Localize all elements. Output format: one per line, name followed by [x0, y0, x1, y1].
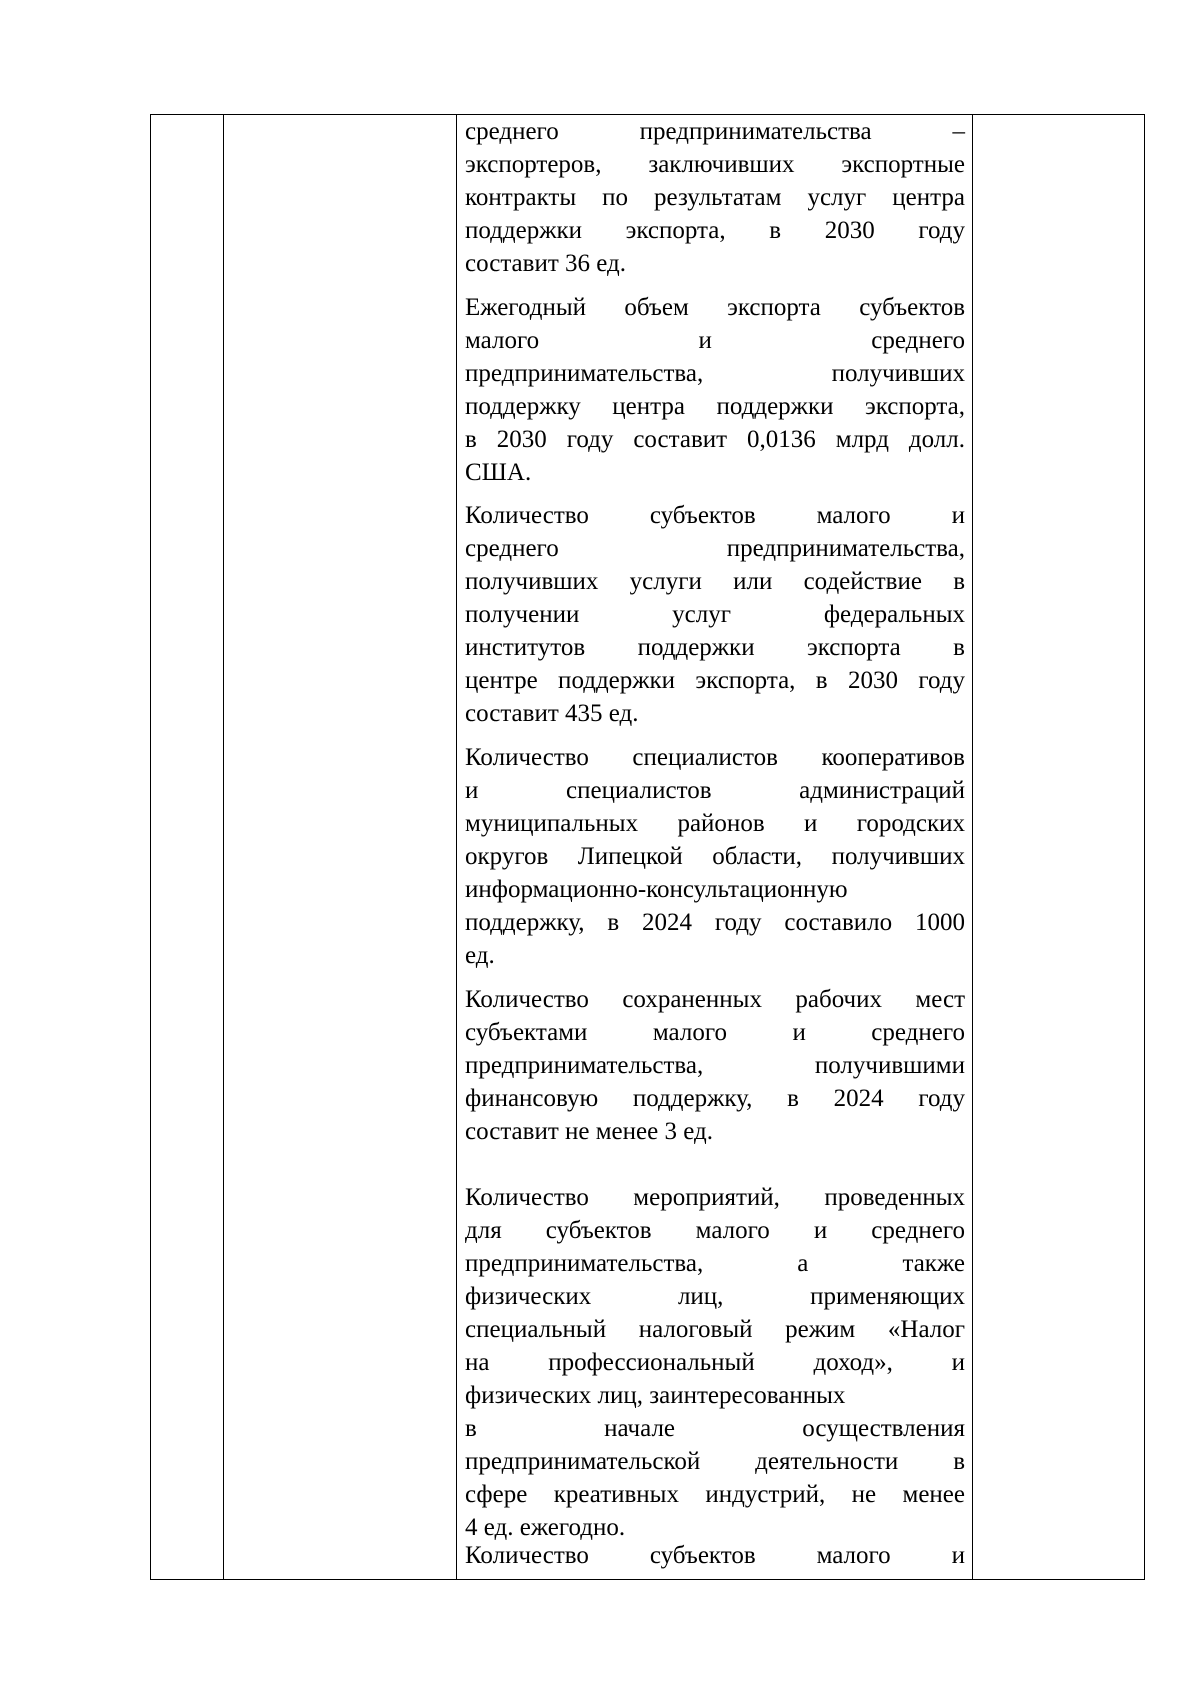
- paragraph-6: [465, 1181, 965, 1544]
- text-line: сфере креативных индустрий, не менее: [465, 1481, 965, 1508]
- text-line: получении услуг федеральных: [465, 601, 965, 628]
- text-line: Количество специалистов кооперативов: [465, 744, 965, 771]
- table-column-divider: [972, 115, 973, 1579]
- paragraph-4: [465, 741, 965, 972]
- text-line: центре поддержки экспорта, в 2030 году: [465, 667, 965, 694]
- text-line: физических лиц, заинтересованных: [465, 1382, 846, 1409]
- text-line: Количество субъектов малого и: [465, 502, 965, 529]
- text-line: ед.: [465, 942, 495, 969]
- text-line: составит 435 ед.: [465, 700, 639, 727]
- text-line: субъектами малого и среднего: [465, 1019, 965, 1046]
- text-line: муниципальных районов и городских: [465, 810, 965, 837]
- text-line: предпринимательской деятельности в: [465, 1448, 965, 1475]
- text-line: округов Липецкой области, получивших: [465, 843, 965, 870]
- text-line: среднего предпринимательства –: [465, 118, 965, 145]
- text-line: предпринимательства, получивших: [465, 360, 965, 387]
- text-line: 4 ед. ежегодно.: [465, 1514, 626, 1541]
- text-line: Количество мероприятий, проведенных: [465, 1184, 965, 1211]
- text-line: для субъектов малого и среднего: [465, 1217, 965, 1244]
- text-line: среднего предпринимательства,: [465, 535, 965, 562]
- text-line: в 2030 году составит 0,0136 млрд долл.: [465, 426, 965, 453]
- text-line: Ежегодный объем экспорта субъектов: [465, 294, 965, 321]
- text-line: на профессиональный доход», и: [465, 1349, 965, 1376]
- paragraph-7: [465, 1539, 965, 1572]
- text-line: составит не менее 3 ед.: [465, 1118, 713, 1145]
- text-line: Количество сохраненных рабочих мест: [465, 986, 965, 1013]
- text-line: составит 36 ед.: [465, 250, 626, 277]
- text-line: поддержку центра поддержки экспорта,: [465, 393, 965, 420]
- text-line: и специалистов администраций: [465, 777, 965, 804]
- text-line: получивших услуги или содействие в: [465, 568, 965, 595]
- paragraph-1: [465, 115, 965, 280]
- text-line: поддержку, в 2024 году составило 1000: [465, 909, 965, 936]
- text-line: в начале осуществления: [465, 1415, 965, 1442]
- text-line: специальный налоговый режим «Налог: [465, 1316, 965, 1343]
- paragraph-5: [465, 983, 965, 1148]
- paragraph-2: [465, 291, 965, 489]
- text-line: малого и среднего: [465, 327, 965, 354]
- table-column-divider: [223, 115, 224, 1579]
- text-line: поддержки экспорта, в 2030 году: [465, 217, 965, 244]
- paragraph-3: [465, 499, 965, 730]
- text-line: финансовую поддержку, в 2024 году: [465, 1085, 965, 1112]
- text-line: информационно-консультационную: [465, 876, 848, 903]
- text-line: институтов поддержки экспорта в: [465, 634, 965, 661]
- text-line: США.: [465, 459, 532, 486]
- text-line: экспортеров, заключивших экспортные: [465, 151, 965, 178]
- document-table: [150, 114, 1145, 1580]
- text-line: контракты по результатам услуг центра: [465, 184, 965, 211]
- text-line: физических лиц, применяющих: [465, 1283, 965, 1310]
- text-line: предпринимательства, а также: [465, 1250, 965, 1277]
- text-line: предпринимательства, получившими: [465, 1052, 965, 1079]
- text-line: Количество субъектов малого и: [465, 1542, 965, 1569]
- table-column-divider: [456, 115, 457, 1579]
